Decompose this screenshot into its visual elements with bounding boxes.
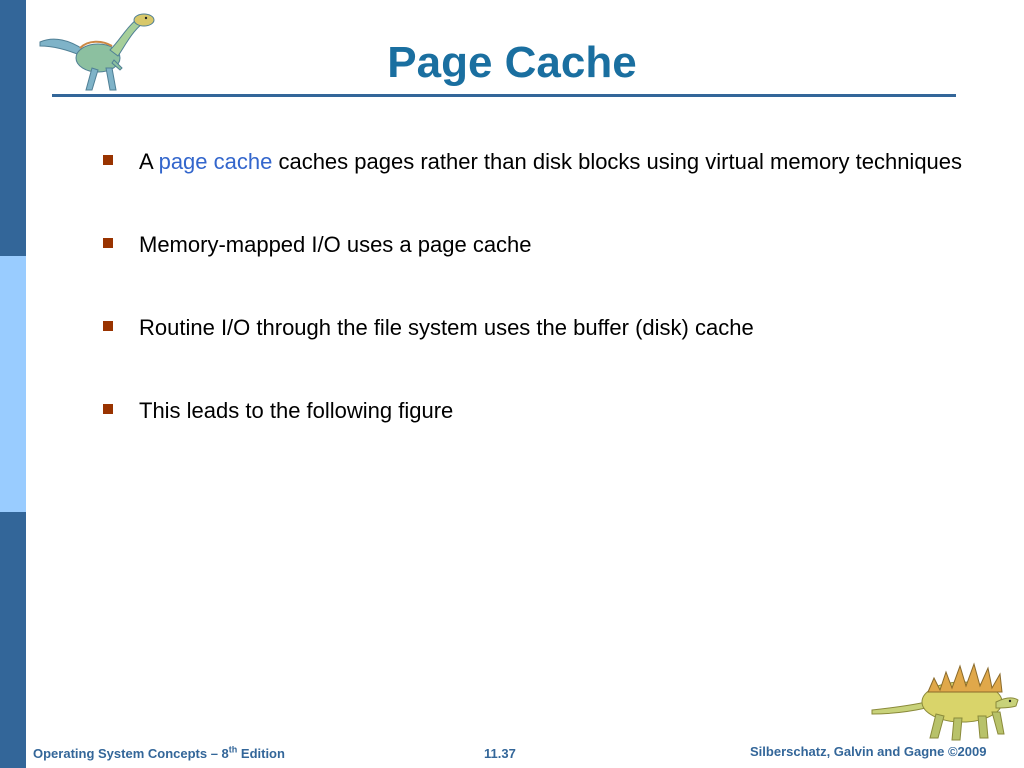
- highlighted-term: page cache: [158, 149, 273, 174]
- square-bullet-icon: [103, 155, 113, 165]
- bullet-text-suffix: caches pages rather than disk blocks using virtual memory techniques: [272, 149, 963, 174]
- list-item: [100, 395, 980, 426]
- footer-page-number: 11.37: [484, 746, 516, 761]
- square-bullet-icon: [103, 404, 113, 414]
- bullet-list: [100, 146, 980, 478]
- square-bullet-icon: [103, 321, 113, 331]
- left-band-middle: [0, 256, 26, 512]
- list-item: [100, 312, 980, 343]
- bullet-text: Memory-mapped I/O uses a page cache: [139, 232, 532, 257]
- footer-copyright: Silberschatz, Galvin and Gagne ©2009: [750, 744, 987, 759]
- footer-book-suffix: Edition: [237, 746, 285, 761]
- square-bullet-icon: [103, 238, 113, 248]
- footer-book-title: [33, 746, 285, 761]
- dinosaur-logo-icon: [870, 652, 1020, 744]
- footer-book-prefix: Operating System Concepts – 8: [33, 746, 229, 761]
- list-item: [100, 229, 980, 260]
- bullet-text-prefix: A: [139, 149, 159, 174]
- page-title: Page Cache: [387, 38, 637, 87]
- title-divider: [52, 94, 956, 97]
- list-item: [100, 146, 980, 177]
- footer-book-superscript: th: [228, 744, 238, 755]
- bullet-text: Routine I/O through the file system uses the buffer (disk) cache: [139, 315, 754, 340]
- left-band-bottom: [0, 512, 26, 768]
- bullet-text: This leads to the following figure: [139, 398, 454, 423]
